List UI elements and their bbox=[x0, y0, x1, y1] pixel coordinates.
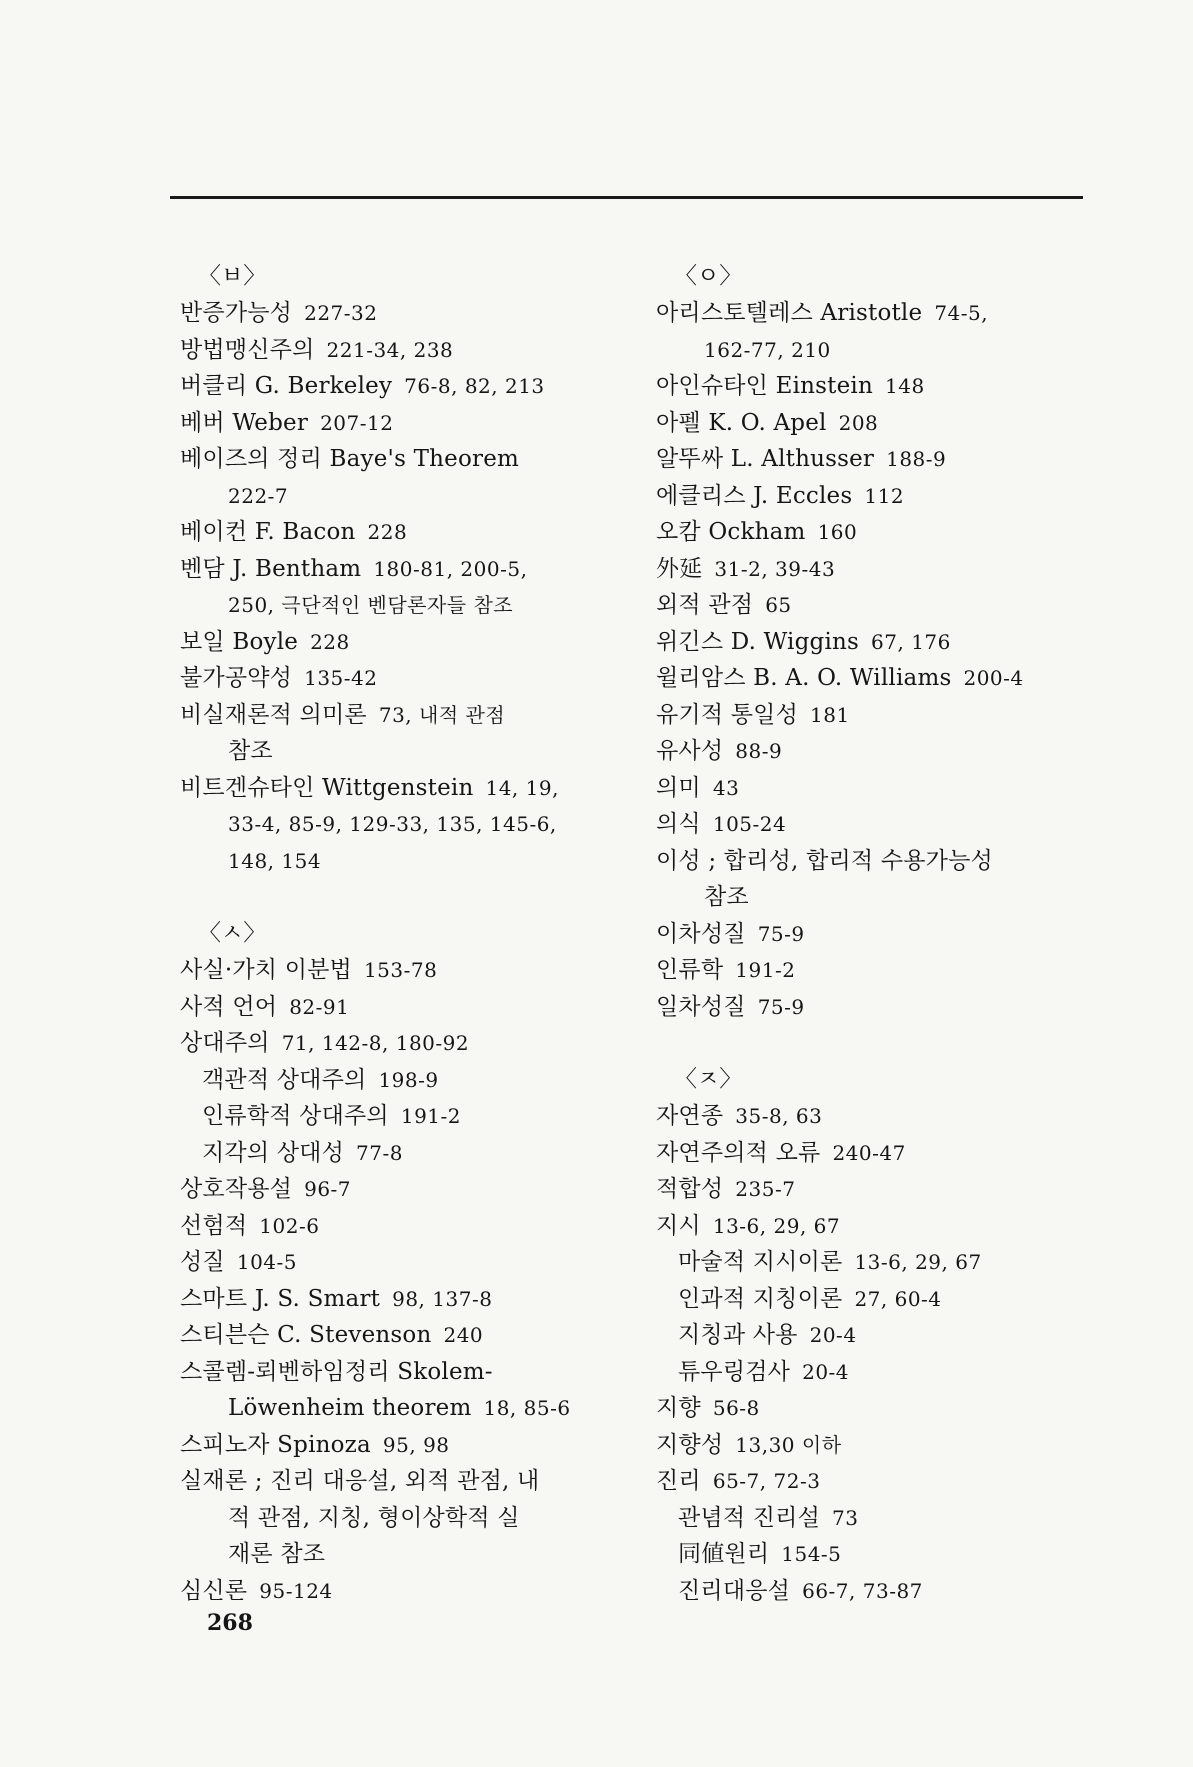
entry-pages: 76-8, 82, 213 bbox=[404, 374, 545, 398]
entry-term: 유기적 통일성 bbox=[656, 701, 799, 728]
entry-line bbox=[656, 770, 1096, 807]
index-entry bbox=[656, 1208, 1096, 1245]
index-entry bbox=[656, 733, 1096, 770]
entry-continuation-line bbox=[180, 733, 610, 770]
entry-term: 진리 bbox=[656, 1468, 701, 1494]
entry-term: 객관적 상대주의 bbox=[202, 1066, 367, 1093]
index-column-right bbox=[656, 258, 1096, 1609]
entry-line bbox=[678, 1244, 1096, 1281]
entry-term: 비트겐슈타인 Wittgenstein bbox=[180, 774, 474, 801]
entry-term: 베버 Weber bbox=[180, 409, 309, 436]
entry-term: 적 관점, 지칭, 형이상학적 실 bbox=[228, 1504, 520, 1531]
entry-pages: 208 bbox=[838, 410, 879, 435]
entry-continuation-line bbox=[180, 478, 610, 515]
entry-term: 참조 bbox=[228, 738, 273, 764]
entry-line bbox=[656, 1390, 1096, 1427]
index-entry bbox=[656, 587, 1096, 624]
entry-line bbox=[678, 1573, 1096, 1610]
top-rule bbox=[170, 196, 1083, 199]
entry-term: Löwenheim theorem bbox=[228, 1395, 472, 1421]
entry-term: 外延 bbox=[656, 555, 703, 582]
entry-line bbox=[656, 478, 1096, 515]
entry-line bbox=[180, 1171, 610, 1208]
entry-pages: 221-34, 238 bbox=[326, 337, 454, 362]
entry-pages: 148 bbox=[885, 374, 925, 398]
index-entry bbox=[656, 843, 1096, 916]
index-subentry bbox=[656, 1317, 1096, 1354]
entry-pages: 98, 137-8 bbox=[392, 1286, 493, 1311]
entry-continuation-line bbox=[180, 843, 610, 880]
entry-term: 베이즈의 정리 Baye's Theorem bbox=[180, 446, 520, 472]
entry-line bbox=[180, 660, 610, 697]
index-entry bbox=[656, 697, 1096, 734]
entry-line bbox=[656, 843, 1096, 880]
entry-term: 베이컨 F. Bacon bbox=[180, 519, 356, 545]
entry-line bbox=[180, 1354, 610, 1391]
index-subentry bbox=[656, 1573, 1096, 1610]
entry-line bbox=[656, 368, 1096, 405]
entry-continuation-line bbox=[656, 332, 1096, 369]
entry-line bbox=[656, 733, 1096, 770]
index-entry bbox=[656, 1098, 1096, 1135]
index-entry bbox=[180, 405, 610, 442]
entry-pages: 43 bbox=[712, 775, 740, 800]
entry-continuation-line bbox=[180, 806, 610, 843]
entry-pages: 240-47 bbox=[832, 1140, 906, 1165]
entry-term: 심신론 bbox=[180, 1577, 248, 1604]
entry-pages: 66-7, 73-87 bbox=[802, 1578, 923, 1603]
entry-pages: 153-78 bbox=[363, 958, 438, 982]
entry-term: 불가공약성 bbox=[180, 665, 293, 691]
entry-pages: 102-6 bbox=[259, 1213, 320, 1238]
entry-pages: 227-32 bbox=[304, 301, 378, 325]
entry-term: 보일 Boyle bbox=[180, 628, 299, 655]
entry-continuation-line bbox=[180, 1536, 610, 1573]
entry-line bbox=[656, 551, 1096, 588]
entry-pages: 67, 176 bbox=[871, 629, 951, 654]
index-entry bbox=[656, 295, 1096, 368]
entry-pages: 73 bbox=[832, 1505, 859, 1530]
entry-pages: 181 bbox=[810, 702, 850, 727]
entry-pages: 228 bbox=[367, 520, 408, 544]
entry-term: 선험적 bbox=[180, 1212, 248, 1239]
index-entry bbox=[180, 1025, 610, 1062]
entry-line bbox=[678, 1354, 1096, 1391]
entry-pages: 250, 극단적인 벤담론자들 참조 bbox=[228, 593, 514, 617]
index-entry bbox=[656, 1390, 1096, 1427]
entry-pages: 148, 154 bbox=[228, 848, 322, 873]
index-entry bbox=[656, 916, 1096, 953]
entry-line bbox=[180, 1427, 610, 1464]
entry-term: 아펠 K. O. Apel bbox=[656, 409, 827, 436]
entry-pages: 14, 19, bbox=[485, 775, 559, 800]
index-entry bbox=[180, 1354, 610, 1427]
entry-line bbox=[180, 1317, 610, 1354]
entry-term: 스티븐슨 C. Stevenson bbox=[180, 1322, 432, 1348]
entry-term: 적합성 bbox=[656, 1176, 724, 1202]
entry-pages: 200-4 bbox=[963, 666, 1024, 690]
entry-line bbox=[656, 806, 1096, 843]
entry-term: 자연주의적 오류 bbox=[656, 1139, 821, 1166]
entry-term: 실재론 ; 진리 대응설, 외적 관점, 내 bbox=[180, 1468, 540, 1494]
entry-term: 자연종 bbox=[656, 1103, 724, 1129]
entry-line bbox=[180, 514, 610, 551]
index-entry bbox=[656, 1463, 1096, 1500]
entry-pages: 13-6, 29, 67 bbox=[712, 1213, 841, 1238]
index-entry bbox=[180, 1573, 610, 1610]
entry-term: 알뚜싸 L. Althusser bbox=[656, 446, 875, 472]
entry-line bbox=[678, 1500, 1096, 1537]
index-entry bbox=[180, 1427, 610, 1464]
entry-pages: 73, 내적 관점 bbox=[378, 702, 506, 727]
entry-line bbox=[656, 624, 1096, 661]
index-entry bbox=[180, 952, 610, 989]
entry-pages: 104-5 bbox=[236, 1250, 297, 1274]
entry-term: 에클리스 J. Eccles bbox=[656, 482, 853, 509]
entry-term: 비실재론적 의미론 bbox=[180, 701, 367, 728]
entry-term: 사실·가치 이분법 bbox=[180, 957, 352, 983]
index-entry bbox=[656, 1171, 1096, 1208]
entry-term: 스피노자 Spinoza bbox=[180, 1431, 371, 1458]
index-section-header: 〈ㅇ〉 bbox=[674, 263, 743, 289]
entry-pages: 77-8 bbox=[356, 1140, 403, 1165]
entry-line bbox=[678, 1317, 1096, 1354]
index-entry bbox=[656, 551, 1096, 588]
entry-term: 일차성질 bbox=[656, 993, 746, 1020]
index-subentry bbox=[656, 1536, 1096, 1573]
entry-line bbox=[180, 332, 610, 369]
entry-term: 스마트 J. S. Smart bbox=[180, 1285, 381, 1312]
entry-term: 사적 언어 bbox=[180, 993, 278, 1020]
index-entry bbox=[656, 624, 1096, 661]
index-column-left bbox=[180, 258, 610, 1609]
entry-line bbox=[656, 587, 1096, 624]
entry-line bbox=[678, 1281, 1096, 1318]
entry-term: 마술적 지시이론 bbox=[678, 1249, 843, 1275]
index-entry bbox=[180, 514, 610, 551]
index-entry bbox=[656, 660, 1096, 697]
index-subentry bbox=[180, 1062, 610, 1099]
index-section-header: 〈ㅂ〉 bbox=[198, 263, 267, 289]
entry-line bbox=[656, 660, 1096, 697]
index-entry bbox=[656, 806, 1096, 843]
index-entry bbox=[180, 989, 610, 1026]
entry-term: 참조 bbox=[704, 884, 749, 910]
entry-pages: 33-4, 85-9, 129-33, 135, 145-6, bbox=[228, 812, 557, 836]
entry-continuation-line bbox=[180, 1500, 610, 1537]
entry-pages: 95, 98 bbox=[382, 1432, 450, 1457]
index-entry bbox=[656, 989, 1096, 1026]
entry-term: 벤담 J. Bentham bbox=[180, 555, 362, 582]
entry-line bbox=[656, 514, 1096, 551]
page-number: 268 bbox=[207, 1610, 253, 1636]
entry-pages: 180-81, 200-5, bbox=[373, 556, 528, 581]
entry-line bbox=[180, 441, 610, 478]
index-entry bbox=[180, 295, 610, 332]
entry-term: 同値원리 bbox=[678, 1541, 770, 1567]
index-entry bbox=[180, 660, 610, 697]
entry-pages: 18, 85-6 bbox=[483, 1396, 571, 1420]
entry-pages: 88-9 bbox=[735, 739, 783, 763]
entry-term: 의식 bbox=[656, 811, 701, 837]
index-section-header: 〈ㅅ〉 bbox=[198, 920, 267, 946]
entry-pages: 71, 142-8, 180-92 bbox=[281, 1031, 470, 1055]
entry-pages: 222-7 bbox=[228, 483, 289, 508]
entry-line bbox=[656, 1098, 1096, 1135]
entry-pages: 240 bbox=[443, 1323, 484, 1347]
entry-term: 인류학 bbox=[656, 957, 724, 983]
index-entry bbox=[180, 697, 610, 770]
index-subentry bbox=[180, 1135, 610, 1172]
entry-line bbox=[180, 1244, 610, 1281]
entry-pages: 191-2 bbox=[400, 1104, 462, 1128]
entry-line bbox=[656, 989, 1096, 1026]
entry-term: 방법맹신주의 bbox=[180, 336, 315, 363]
entry-line bbox=[656, 1208, 1096, 1245]
index-subentry bbox=[656, 1354, 1096, 1391]
entry-term: 윌리암스 B. A. O. Williams bbox=[656, 665, 952, 691]
entry-line bbox=[180, 1208, 610, 1245]
index-entry bbox=[656, 952, 1096, 989]
entry-term: 성질 bbox=[180, 1249, 225, 1275]
index-entry bbox=[180, 1208, 610, 1245]
entry-line bbox=[656, 295, 1096, 332]
index-subentry bbox=[656, 1244, 1096, 1281]
entry-line bbox=[180, 551, 610, 588]
entry-term: 상호작용설 bbox=[180, 1176, 293, 1202]
section-gap bbox=[180, 879, 610, 915]
entry-term: 지향성 bbox=[656, 1431, 724, 1458]
index-entry bbox=[656, 770, 1096, 807]
entry-pages: 13-6, 29, 67 bbox=[854, 1250, 982, 1274]
entry-pages: 112 bbox=[864, 483, 905, 508]
index-entry bbox=[656, 478, 1096, 515]
index-entry bbox=[180, 1317, 610, 1354]
entry-pages: 96-7 bbox=[304, 1177, 352, 1201]
entry-term: 유사성 bbox=[656, 738, 724, 764]
entry-pages: 65-7, 72-3 bbox=[712, 1469, 821, 1493]
entry-continuation-line bbox=[656, 879, 1096, 916]
index-entry bbox=[656, 405, 1096, 442]
entry-pages: 13,30 이하 bbox=[735, 1432, 842, 1457]
entry-line bbox=[180, 1281, 610, 1318]
index-subentry bbox=[180, 1098, 610, 1135]
entry-pages: 75-9 bbox=[757, 994, 805, 1019]
entry-pages: 20-4 bbox=[809, 1323, 857, 1347]
index-entry bbox=[656, 441, 1096, 478]
index-entry bbox=[180, 332, 610, 369]
entry-term: 인류학적 상대주의 bbox=[202, 1103, 389, 1129]
index-section-header: 〈ㅈ〉 bbox=[674, 1066, 743, 1092]
entry-line bbox=[180, 295, 610, 332]
entry-line bbox=[180, 989, 610, 1026]
entry-pages: 191-2 bbox=[735, 958, 796, 982]
entry-pages: 162-77, 210 bbox=[704, 337, 831, 362]
entry-line bbox=[202, 1062, 610, 1099]
entry-line bbox=[180, 1573, 610, 1610]
entry-term: 이성 ; 합리성, 합리적 수용가능성 bbox=[656, 847, 993, 874]
entry-line bbox=[678, 1536, 1096, 1573]
index-subentry bbox=[656, 1500, 1096, 1537]
entry-pages: 31-2, 39-43 bbox=[714, 556, 836, 581]
index-entry bbox=[180, 1463, 610, 1573]
entry-line bbox=[656, 405, 1096, 442]
entry-pages: 20-4 bbox=[802, 1359, 850, 1384]
entry-line bbox=[180, 368, 610, 405]
entry-term: 위긴스 D. Wiggins bbox=[656, 628, 860, 655]
entry-pages: 74-5, bbox=[934, 301, 989, 325]
entry-pages: 105-24 bbox=[712, 812, 787, 836]
entry-line bbox=[656, 1427, 1096, 1464]
index-entry bbox=[180, 1171, 610, 1208]
entry-pages: 228 bbox=[310, 629, 350, 654]
entry-term: 아리스토텔레스 Aristotle bbox=[656, 300, 923, 326]
entry-pages: 207-12 bbox=[320, 410, 394, 435]
entry-term: 지향 bbox=[656, 1395, 701, 1421]
entry-term: 관념적 진리설 bbox=[678, 1504, 821, 1531]
index-entry bbox=[656, 1135, 1096, 1172]
index-entry bbox=[180, 624, 610, 661]
entry-pages: 27, 60-4 bbox=[854, 1286, 942, 1311]
index-entry bbox=[180, 441, 610, 514]
entry-pages: 82-91 bbox=[289, 994, 350, 1019]
entry-line bbox=[656, 1135, 1096, 1172]
entry-term: 외적 관점 bbox=[656, 592, 754, 618]
entry-pages: 135-42 bbox=[304, 666, 378, 690]
entry-line bbox=[656, 441, 1096, 478]
entry-line bbox=[202, 1135, 610, 1172]
entry-term: 아인슈타인 Einstein bbox=[656, 373, 873, 399]
index-entry bbox=[180, 1244, 610, 1281]
entry-term: 이차성질 bbox=[656, 920, 746, 947]
entry-line bbox=[180, 624, 610, 661]
entry-line bbox=[656, 1171, 1096, 1208]
entry-pages: 235-7 bbox=[735, 1177, 796, 1201]
entry-pages: 35-8, 63 bbox=[735, 1104, 823, 1128]
entry-pages: 154-5 bbox=[781, 1542, 842, 1566]
index-entry bbox=[656, 514, 1096, 551]
entry-line bbox=[202, 1098, 610, 1135]
entry-term: 재론 참조 bbox=[228, 1541, 326, 1567]
section-gap bbox=[656, 1025, 1096, 1061]
entry-term: 오캄 Ockham bbox=[656, 519, 806, 545]
entry-term: 스콜렘-뢰벤하임정리 Skolem- bbox=[180, 1358, 493, 1385]
index-entry bbox=[180, 1281, 610, 1318]
entry-line bbox=[180, 1463, 610, 1500]
entry-term: 인과적 지칭이론 bbox=[678, 1285, 843, 1312]
entry-term: 지시 bbox=[656, 1212, 701, 1239]
entry-term: 반증가능성 bbox=[180, 300, 293, 326]
entry-term: 지칭과 사용 bbox=[678, 1322, 798, 1348]
index-entry bbox=[180, 770, 610, 880]
entry-pages: 65 bbox=[765, 593, 792, 617]
entry-continuation-line bbox=[180, 1390, 610, 1427]
entry-continuation-line bbox=[180, 587, 610, 624]
entry-line bbox=[180, 697, 610, 734]
entry-pages: 188-9 bbox=[886, 447, 947, 471]
entry-line bbox=[656, 697, 1096, 734]
entry-line bbox=[656, 952, 1096, 989]
index-entry bbox=[656, 368, 1096, 405]
entry-term: 튜우링검사 bbox=[678, 1358, 791, 1385]
entry-line bbox=[180, 1025, 610, 1062]
entry-term: 진리대응설 bbox=[678, 1577, 791, 1604]
entry-term: 지각의 상대성 bbox=[202, 1139, 345, 1166]
entry-line bbox=[180, 405, 610, 442]
entry-term: 버클리 G. Berkeley bbox=[180, 373, 393, 399]
entry-term: 의미 bbox=[656, 774, 701, 801]
entry-line bbox=[180, 952, 610, 989]
index-subentry bbox=[656, 1281, 1096, 1318]
index-entry bbox=[656, 1427, 1096, 1464]
entry-pages: 198-9 bbox=[378, 1067, 439, 1092]
entry-pages: 95-124 bbox=[259, 1578, 333, 1603]
index-entry bbox=[180, 368, 610, 405]
entry-line bbox=[656, 1463, 1096, 1500]
index-entry bbox=[180, 551, 610, 624]
entry-pages: 160 bbox=[817, 520, 858, 544]
entry-term: 상대주의 bbox=[180, 1030, 270, 1056]
entry-line bbox=[180, 770, 610, 807]
entry-pages: 56-8 bbox=[712, 1396, 760, 1420]
entry-line bbox=[656, 916, 1096, 953]
entry-pages: 75-9 bbox=[757, 921, 805, 946]
